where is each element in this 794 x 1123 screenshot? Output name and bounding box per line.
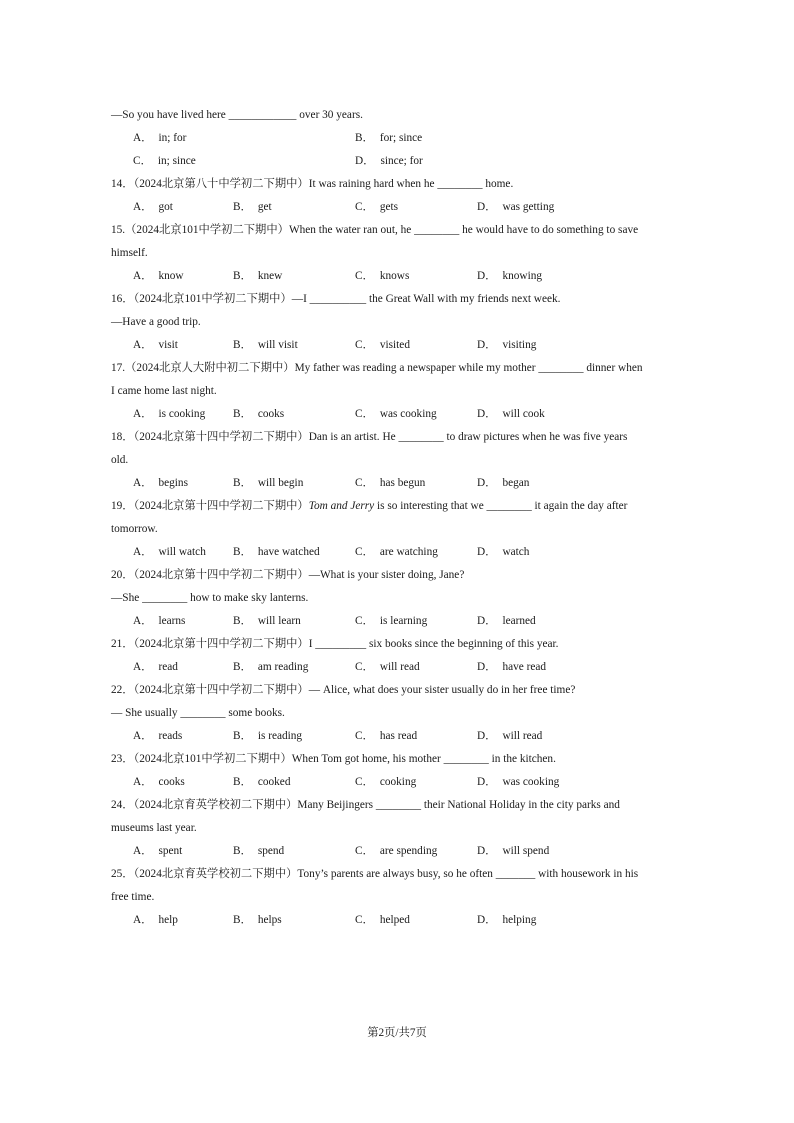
option-b: B． cooked [233,776,291,788]
option-d: D． knowing [477,270,543,282]
question-23-options [111,771,691,794]
question-17-options [111,403,691,426]
option-d: D． began [477,477,530,489]
question-24-stem: 24．（2024北京育英学校初二下期中）Many Beijingers ________ their National Holiday in the city parks and [111,799,620,811]
option-b: B． will learn [233,615,301,627]
question-25-stem: 25．（2024北京育英学校初二下期中）Tony’s parents are always busy, so he often _______ with housework in his [111,868,639,880]
option-a: A． got [133,201,173,213]
option-c: C． gets [355,201,399,213]
option-a: A． in; for [133,132,187,144]
option-d: D． will spend [477,845,550,857]
option-c: C． are spending [355,845,438,857]
question-22-stem-cont: — She usually ________ some books. [111,707,285,719]
question-17-stem-cont: I came home last night. [111,385,217,397]
question-18-stem-cont: old. [111,454,129,466]
intro-options-row-1 [111,127,691,150]
option-b: B． will begin [233,477,304,489]
question-25-stem-cont: free time. [111,891,155,903]
option-a: A． will watch [133,546,206,558]
question-20-stem-cont: —She ________ how to make sky lanterns. [111,592,309,604]
question-15-options [111,265,691,288]
option-d: D． helping [477,914,537,926]
question-18-options [111,472,691,495]
option-c: C． is learning [355,615,428,627]
option-a: A． read [133,661,178,673]
option-d: D． watch [477,546,530,558]
option-a: A． learns [133,615,186,627]
option-d: D． visiting [477,339,537,351]
question-24-options [111,840,691,863]
question-20-stem: 20．（2024北京第十四中学初二下期中）—What is your sister doing, Jane? [111,569,465,581]
option-b: B． spend [233,845,285,857]
question-16-stem: 16．（2024北京101中学初二下期中）—I __________ the Great Wall with my friends next week. [111,293,561,305]
option-b: B． get [233,201,272,213]
option-d: D． since; for [355,155,423,167]
option-d: D． was cooking [477,776,560,788]
option-c: C． are watching [355,546,438,558]
option-c: C． has read [355,730,418,742]
option-b: B． cooks [233,408,285,420]
option-a: A． cooks [133,776,185,788]
option-a: A． spent [133,845,183,857]
option-a: A． begins [133,477,188,489]
option-b: B． am reading [233,661,309,673]
title-italic: Tom and Jerry [308,500,375,512]
option-d: D． will cook [477,408,545,420]
option-c: C． was cooking [355,408,437,420]
option-a: A． reads [133,730,183,742]
page-number: 第2页/共7页 [367,1027,427,1039]
question-19-stem-cont: tomorrow. [111,523,158,535]
question-17-stem: 17.（2024北京人大附中初二下期中）My father was reading a newspaper while my mother ________ dinner when [111,362,643,374]
option-a: A． help [133,914,178,926]
option-d: D． will read [477,730,543,742]
option-c: C． has begun [355,477,426,489]
intro-options-row-2 [111,150,691,173]
option-b: B． have watched [233,546,320,558]
option-c: C． cooking [355,776,417,788]
option-c: C． knows [355,270,410,282]
question-14-options [111,196,691,219]
option-a: A． visit [133,339,178,351]
option-a: A． is cooking [133,408,206,420]
question-22-options [111,725,691,748]
question-23-stem: 23．（2024北京101中学初二下期中）When Tom got home, his mother ________ in the kitchen. [111,753,556,765]
option-c: C． will read [355,661,420,673]
question-18-stem: 18．（2024北京第十四中学初二下期中）Dan is an artist. He ________ to draw pictures when he was five years [111,431,628,443]
question-20-options [111,610,691,633]
question-list [111,104,691,932]
option-c: C． visited [355,339,410,351]
question-16-options [111,334,691,357]
question-21-options [111,656,691,679]
question-19-options [111,541,691,564]
question-21-stem: 21．（2024北京第十四中学初二下期中）I _________ six books since the beginning of this year. [111,638,559,650]
intro-line: —So you have lived here ____________ over 30 years. [111,109,363,121]
option-a: A． know [133,270,184,282]
question-16-stem-cont: —Have a good trip. [111,316,201,328]
option-b: B． is reading [233,730,303,742]
option-c: C． helped [355,914,410,926]
question-25-options [111,909,691,932]
question-14-stem: 14．（2024北京第八十中学初二下期中）It was raining hard when he ________ home. [111,178,514,190]
question-22-stem: 22．（2024北京第十四中学初二下期中）— Alice, what does your sister usually do in her free time? [111,684,576,696]
question-15-stem: 15.（2024北京101中学初二下期中）When the water ran out, he ________ he would have to do something to save [111,224,639,236]
question-19-stem: 19．（2024北京第十四中学初二下期中）Tom and Jerry is so interesting that we ________ it again the day after [111,500,628,512]
option-d: D． learned [477,615,536,627]
question-24-stem-cont: museums last year. [111,822,197,834]
question-15-stem-cont: himself. [111,247,148,259]
option-b: B． helps [233,914,282,926]
option-b: B． for; since [355,132,423,144]
option-b: B． knew [233,270,283,282]
option-d: D． was getting [477,201,555,213]
option-c: C． in; since [133,155,196,167]
option-b: B． will visit [233,339,298,351]
option-d: D． have read [477,661,547,673]
